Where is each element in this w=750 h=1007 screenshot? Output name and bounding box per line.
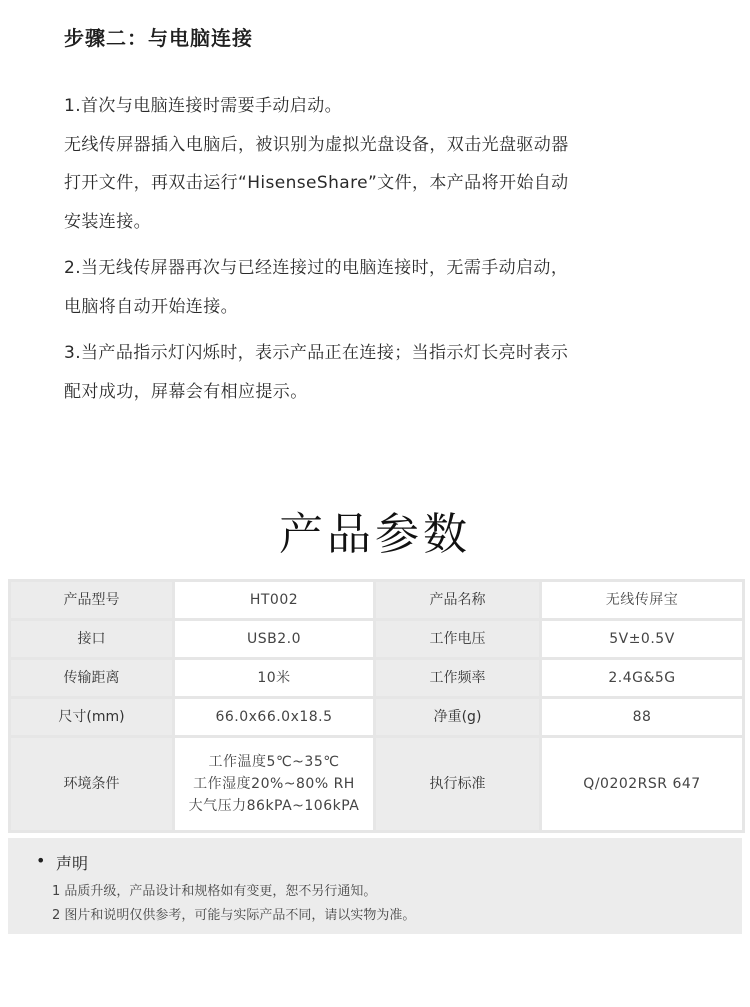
spec-value-line: 工作温度5℃~35℃	[208, 754, 340, 770]
spec-label: 接口	[10, 620, 174, 659]
notice-title: 声明	[56, 854, 89, 873]
step-section	[64, 22, 704, 419]
spec-value	[174, 659, 375, 698]
notice-heading	[36, 851, 89, 874]
spec-label: 环境条件	[10, 737, 174, 832]
spec-label: 尺寸(mm)	[10, 698, 174, 737]
spec-value-line: HT002	[249, 592, 299, 608]
notice-line: 1 品质升级，产品设计和规格如有变更，恕不另行通知。	[52, 884, 377, 899]
spec-value	[174, 581, 375, 620]
spec-label: 执行标准	[375, 737, 541, 832]
spec-value-line: 10米	[257, 670, 291, 686]
spec-value	[174, 698, 375, 737]
table-row	[10, 620, 744, 659]
paragraph-line: 无线传屏器插入电脑后，被识别为虚拟光盘设备，双击光盘驱动器	[64, 134, 569, 155]
instruction-paragraph-1	[64, 87, 704, 241]
bullet-icon: •	[36, 851, 46, 870]
table-row	[10, 698, 744, 737]
spec-value-line: 5V±0.5V	[609, 631, 675, 647]
paragraph-line: 打开文件，再双击运行“HisenseShare”文件，本产品将开始自动	[64, 173, 569, 193]
spec-label: 净重(g)	[375, 698, 541, 737]
spec-value-line: Q/0202RSR 647	[583, 776, 701, 792]
notice-box	[8, 838, 742, 934]
spec-value	[541, 737, 744, 832]
table-row	[10, 737, 744, 832]
spec-label: 产品型号	[10, 581, 174, 620]
spec-value	[541, 581, 744, 620]
paragraph-line: 配对成功，屏幕会有相应提示。	[64, 381, 308, 402]
spec-value-line: 66.0x66.0x18.5	[215, 709, 333, 725]
spec-value	[174, 737, 375, 832]
spec-label: 工作电压	[375, 620, 541, 659]
spec-value-line: 88	[632, 709, 652, 725]
paragraph-line: 电脑将自动开始连接。	[64, 296, 238, 317]
paragraph-line: 1.首次与电脑连接时需要手动启动。	[64, 96, 343, 116]
spec-value-line: 2.4G&5G	[608, 670, 676, 686]
spec-label: 产品名称	[375, 581, 541, 620]
spec-value	[174, 620, 375, 659]
spec-label: 传输距离	[10, 659, 174, 698]
paragraph-line: 2.当无线传屏器再次与已经连接过的电脑连接时，无需手动启动，	[64, 258, 569, 278]
paragraph-line: 安装连接。	[64, 211, 151, 232]
spec-value	[541, 659, 744, 698]
spec-table	[8, 579, 745, 833]
table-row	[10, 581, 744, 620]
spec-value-line: 工作湿度20%~80% RH	[193, 776, 355, 792]
notice-line: 2 图片和说明仅供参考，可能与实际产品不同，请以实物为准。	[52, 908, 416, 923]
spec-label: 工作频率	[375, 659, 541, 698]
step-title: 步骤二：与电脑连接	[64, 26, 253, 50]
paragraph-line: 3.当产品指示灯闪烁时，表示产品正在连接；当指示灯长亮时表示	[64, 343, 569, 363]
spec-value	[541, 698, 744, 737]
spec-section-title: 产品参数	[279, 509, 471, 560]
instruction-paragraph-3	[64, 334, 704, 411]
table-row	[10, 659, 744, 698]
spec-value-line: 大气压力86kPA~106kPA	[188, 798, 360, 814]
spec-value	[541, 620, 744, 659]
spec-value-line: 无线传屏宝	[605, 592, 679, 608]
spec-value-line: USB2.0	[246, 631, 301, 647]
instruction-paragraph-2	[64, 249, 704, 326]
